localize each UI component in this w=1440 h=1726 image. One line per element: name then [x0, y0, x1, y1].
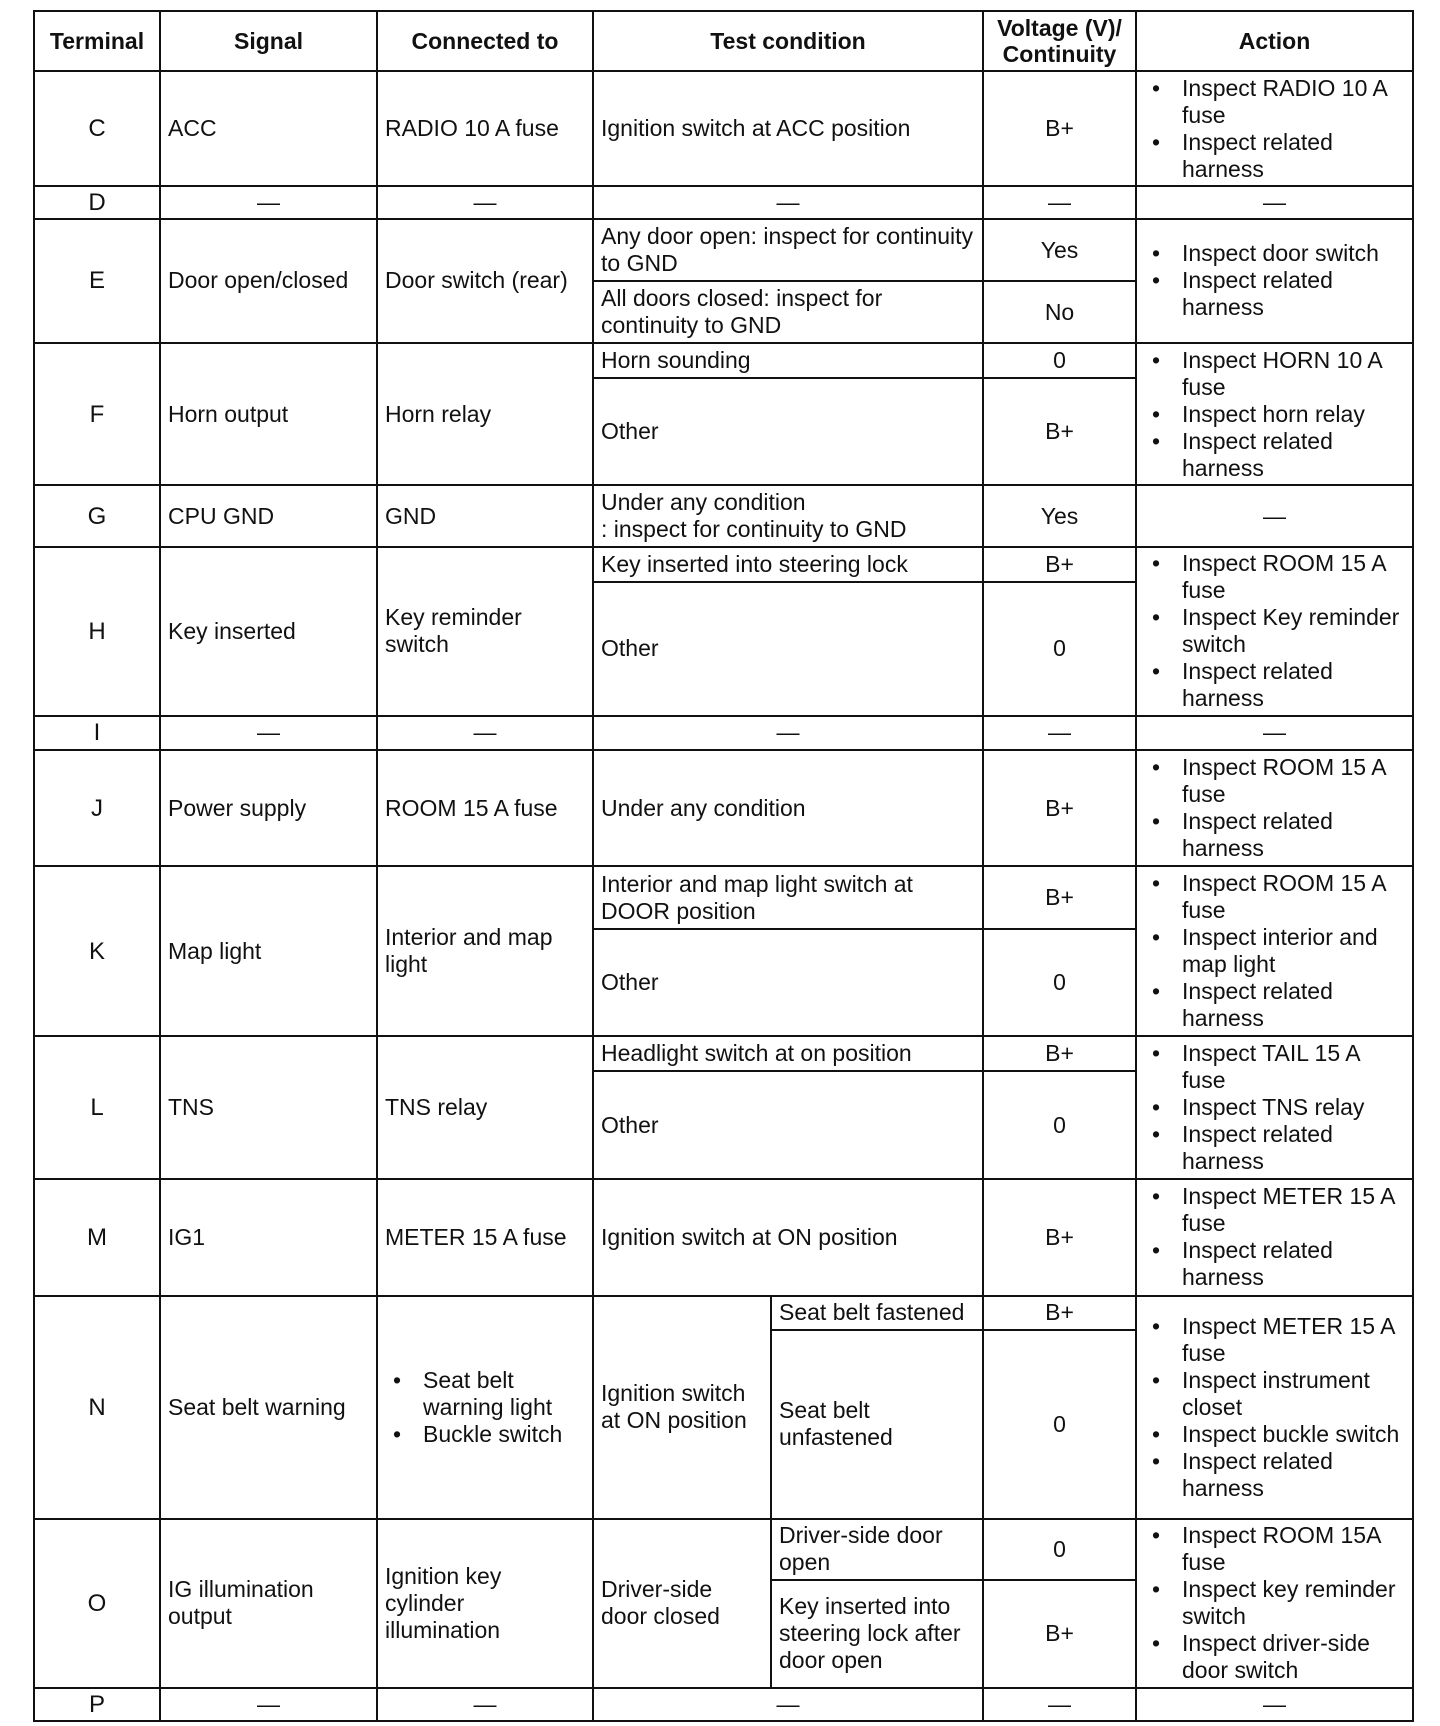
value-cell: B+	[983, 866, 1136, 928]
table-row-l	[34, 1036, 1413, 1071]
condition-cell: Other	[593, 378, 983, 486]
action-item: • Inspect ROOM 15 A fuse	[1182, 870, 1405, 924]
action-item: • Inspect Key reminder switch	[1182, 604, 1405, 658]
action-item: • Inspect driver-side door switch	[1182, 1630, 1405, 1684]
terminal-cell: C	[34, 71, 160, 186]
action-item: • Inspect TNS relay	[1182, 1094, 1405, 1121]
action-item: • Inspect METER 15 A fuse	[1182, 1313, 1405, 1367]
condition-cell: —	[593, 186, 983, 219]
value-cell: No	[983, 281, 1136, 342]
terminal-cell: P	[34, 1688, 160, 1721]
condition-line: Under any condition	[601, 489, 806, 516]
action-item: • Inspect TAIL 15 A fuse	[1182, 1040, 1405, 1094]
action-item: • Inspect related harness	[1182, 428, 1405, 482]
connected-cell: ROOM 15 A fuse	[377, 750, 593, 867]
condition-cell: Ignition switch at ON position	[593, 1179, 983, 1296]
table-row-o	[34, 1519, 1413, 1580]
value-cell: B+	[983, 1036, 1136, 1071]
connected-cell: —	[377, 716, 593, 750]
condition-cell: Ignition switch at ON position	[593, 1296, 771, 1519]
value-cell: 0	[983, 1071, 1136, 1179]
header-voltage-continuity	[983, 11, 1136, 71]
value-cell: —	[983, 186, 1136, 219]
connected-cell: RADIO 10 A fuse	[377, 71, 593, 186]
terminal-cell: L	[34, 1036, 160, 1179]
signal-cell: TNS	[160, 1036, 377, 1179]
signal-cell: Seat belt warning	[160, 1296, 377, 1519]
connected-cell: Key reminder switch	[377, 547, 593, 716]
value-cell: 0	[983, 929, 1136, 1037]
value-cell: B+	[983, 1179, 1136, 1296]
header-test-condition: Test condition	[593, 11, 983, 71]
condition-cell: Other	[593, 1071, 983, 1179]
connected-cell: —	[377, 186, 593, 219]
terminal-cell: N	[34, 1296, 160, 1519]
value-cell: 0	[983, 582, 1136, 716]
header-action: Action	[1136, 11, 1413, 71]
value-cell: B+	[983, 1580, 1136, 1688]
table-row-d	[34, 186, 1413, 219]
action-item: • Inspect ROOM 15A fuse	[1182, 1522, 1405, 1576]
action-cell	[1136, 866, 1413, 1036]
signal-cell: IG illumination output	[160, 1519, 377, 1688]
condition-cell: All doors closed: inspect for continuity to GND	[593, 281, 983, 342]
terminal-cell: H	[34, 547, 160, 716]
action-item: • Inspect related harness	[1182, 1121, 1405, 1175]
terminal-cell: G	[34, 485, 160, 546]
connected-cell: —	[377, 1688, 593, 1721]
terminal-cell: E	[34, 219, 160, 343]
action-cell	[1136, 1519, 1413, 1688]
signal-cell: Door open/closed	[160, 219, 377, 343]
action-item: • Inspect interior and map light	[1182, 924, 1405, 978]
condition-cell: Interior and map light switch at DOOR position	[593, 866, 983, 928]
value-cell: B+	[983, 71, 1136, 186]
condition-cell: Horn sounding	[593, 343, 983, 378]
action-item: • Inspect related harness	[1182, 808, 1405, 862]
terminal-cell: M	[34, 1179, 160, 1296]
table-row-c	[34, 71, 1413, 186]
value-cell: —	[983, 716, 1136, 750]
table-row-f	[34, 343, 1413, 378]
signal-cell: ACC	[160, 71, 377, 186]
signal-cell: —	[160, 716, 377, 750]
action-cell: —	[1136, 186, 1413, 219]
condition-line: : inspect for continuity to GND	[601, 516, 907, 543]
signal-cell: Horn output	[160, 343, 377, 486]
table-row-j	[34, 750, 1413, 867]
value-cell: Yes	[983, 219, 1136, 281]
connected-cell: METER 15 A fuse	[377, 1179, 593, 1296]
condition-cell: Driver-side door closed	[593, 1519, 771, 1688]
action-item: • Inspect HORN 10 A fuse	[1182, 347, 1405, 401]
action-cell	[1136, 71, 1413, 186]
connected-cell: GND	[377, 485, 593, 546]
table-row-e	[34, 219, 1413, 281]
action-cell: —	[1136, 1688, 1413, 1721]
sub-condition-cell: Driver-side door open	[771, 1519, 983, 1580]
header-voltage-line2: Continuity	[1002, 41, 1117, 68]
action-cell	[1136, 219, 1413, 343]
connected-cell: Horn relay	[377, 343, 593, 486]
value-cell: B+	[983, 547, 1136, 582]
condition-cell: Headlight switch at on position	[593, 1036, 983, 1071]
action-item: • Inspect ROOM 15 A fuse	[1182, 754, 1405, 808]
value-cell: B+	[983, 750, 1136, 867]
action-cell	[1136, 1179, 1413, 1296]
terminal-cell: I	[34, 716, 160, 750]
signal-cell: Power supply	[160, 750, 377, 867]
connected-cell: Ignition key cylinder illumination	[377, 1519, 593, 1688]
connected-cell: Door switch (rear)	[377, 219, 593, 343]
terminal-cell: K	[34, 866, 160, 1036]
table-row-p	[34, 1688, 1413, 1721]
signal-cell: CPU GND	[160, 485, 377, 546]
action-item: • Inspect ROOM 15 A fuse	[1182, 550, 1405, 604]
action-item: • Inspect door switch	[1182, 240, 1405, 267]
header-terminal: Terminal	[34, 11, 160, 71]
table-row-h	[34, 547, 1413, 582]
value-cell: Yes	[983, 485, 1136, 546]
signal-cell: IG1	[160, 1179, 377, 1296]
table-row-n	[34, 1296, 1413, 1330]
connected-item: • Seat belt warning light	[423, 1367, 585, 1421]
value-cell: 0	[983, 1519, 1136, 1580]
action-cell	[1136, 1036, 1413, 1179]
action-item: • Inspect key reminder switch	[1182, 1576, 1405, 1630]
action-item: • Inspect horn relay	[1182, 401, 1405, 428]
condition-cell: Key inserted into steering lock	[593, 547, 983, 582]
sub-condition-cell: Seat belt fastened	[771, 1296, 983, 1330]
table-row-m	[34, 1179, 1413, 1296]
table-row-g	[34, 485, 1413, 546]
action-item: • Inspect instrument closet	[1182, 1367, 1405, 1421]
connected-cell: TNS relay	[377, 1036, 593, 1179]
connected-item: • Buckle switch	[423, 1421, 585, 1448]
condition-cell: —	[593, 1688, 983, 1721]
action-cell	[1136, 1296, 1413, 1519]
connected-cell: Interior and map light	[377, 866, 593, 1036]
signal-cell: —	[160, 1688, 377, 1721]
value-cell: 0	[983, 343, 1136, 378]
condition-cell	[593, 485, 983, 546]
action-item: • Inspect RADIO 10 A fuse	[1182, 75, 1405, 129]
condition-cell: Under any condition	[593, 750, 983, 867]
table-row-i	[34, 716, 1413, 750]
condition-cell: Ignition switch at ACC position	[593, 71, 983, 186]
value-cell: —	[983, 1688, 1136, 1721]
table-row-k	[34, 866, 1413, 928]
terminal-inspection-table	[33, 10, 1414, 1722]
action-item: • Inspect related harness	[1182, 1448, 1405, 1502]
action-item: • Inspect related harness	[1182, 129, 1405, 183]
action-cell	[1136, 750, 1413, 867]
condition-cell: Any door open: inspect for continuity to GND	[593, 219, 983, 281]
connected-cell	[377, 1296, 593, 1519]
condition-cell: —	[593, 716, 983, 750]
header-connected-to: Connected to	[377, 11, 593, 71]
sub-condition-cell: Seat belt unfastened	[771, 1330, 983, 1519]
signal-cell: —	[160, 186, 377, 219]
action-cell: —	[1136, 485, 1413, 546]
condition-cell: Other	[593, 582, 983, 716]
signal-cell: Key inserted	[160, 547, 377, 716]
table-header-row	[34, 11, 1413, 71]
value-cell: B+	[983, 1296, 1136, 1330]
action-item: • Inspect METER 15 A fuse	[1182, 1183, 1405, 1237]
header-voltage-line1: Voltage (V)/	[997, 15, 1122, 42]
action-cell	[1136, 547, 1413, 716]
action-item: • Inspect buckle switch	[1182, 1421, 1405, 1448]
sub-condition-cell: Key inserted into steering lock after door open	[771, 1580, 983, 1688]
action-item: • Inspect related harness	[1182, 658, 1405, 712]
action-item: • Inspect related harness	[1182, 267, 1405, 321]
action-cell	[1136, 343, 1413, 486]
condition-cell: Other	[593, 929, 983, 1037]
terminal-cell: F	[34, 343, 160, 486]
terminal-cell: O	[34, 1519, 160, 1688]
value-cell: 0	[983, 1330, 1136, 1519]
header-signal: Signal	[160, 11, 377, 71]
action-item: • Inspect related harness	[1182, 978, 1405, 1032]
action-item: • Inspect related harness	[1182, 1237, 1405, 1291]
terminal-cell: D	[34, 186, 160, 219]
value-cell: B+	[983, 378, 1136, 486]
action-cell: —	[1136, 716, 1413, 750]
signal-cell: Map light	[160, 866, 377, 1036]
terminal-cell: J	[34, 750, 160, 867]
